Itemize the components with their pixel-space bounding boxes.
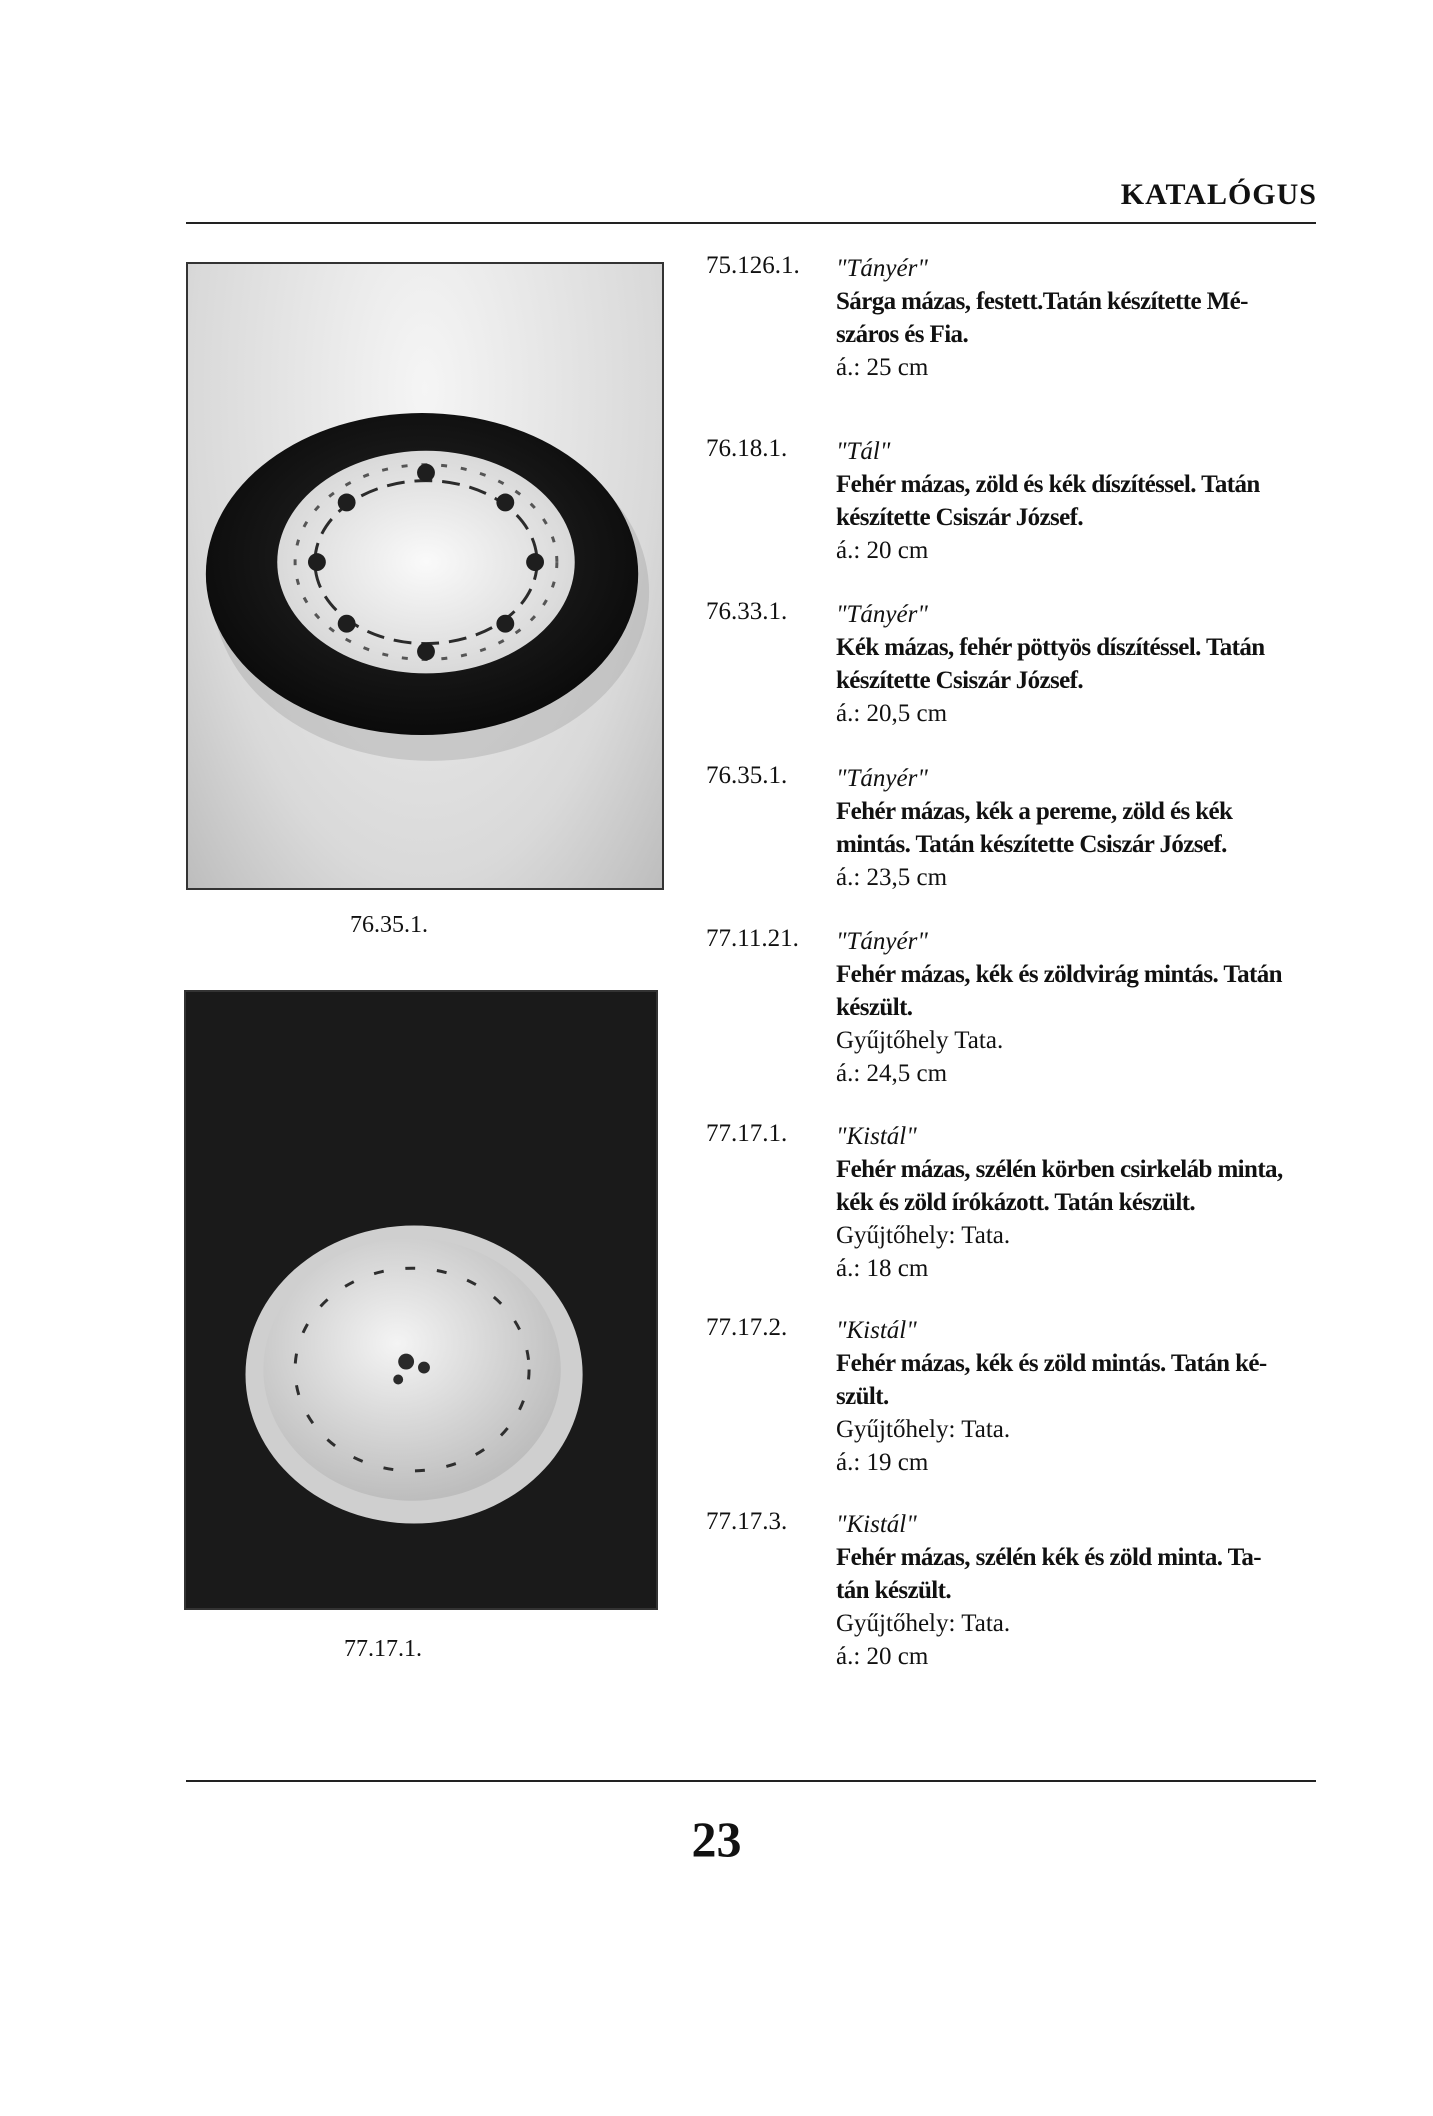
entry-desc-line: készült. [836, 994, 913, 1021]
entry-size: á.: 20 cm [836, 537, 929, 564]
entry-location: Gyűjtőhely Tata. [836, 1027, 1004, 1054]
entry-number: 77.11.21. [706, 925, 799, 952]
entry-desc-line: tán készült. [836, 1577, 952, 1604]
entry-location: Gyűjtőhely: Tata. [836, 1610, 1011, 1637]
entry-number: 77.17.2. [706, 1314, 788, 1341]
entry-size: á.: 25 cm [836, 354, 929, 381]
plate-image [188, 264, 662, 888]
entry-size: á.: 20,5 cm [836, 700, 948, 727]
bowl-inner [263, 1238, 560, 1500]
entry-size: á.: 24,5 cm [836, 1060, 948, 1087]
bowl-image [186, 992, 656, 1608]
entry-location: Gyűjtőhely: Tata. [836, 1222, 1011, 1249]
entry-size: á.: 18 cm [836, 1255, 929, 1282]
entry-desc-line: szült. [836, 1383, 889, 1410]
entry-title: "Tányér" [836, 928, 928, 955]
entry-number: 77.17.1. [706, 1120, 788, 1147]
entry-desc-line: készítette Csiszár József. [836, 504, 1084, 531]
entry-size: á.: 20 cm [836, 1643, 929, 1670]
header-title: KATALÓGUS [1120, 178, 1317, 211]
entry-size: á.: 23,5 cm [836, 864, 948, 891]
entry-desc-line: Kék mázas, fehér pöttyös díszítéssel. Tatán [836, 634, 1265, 661]
entry-title: "Tányér" [836, 255, 928, 282]
photo-bowl-77-17-1 [184, 990, 658, 1610]
entry-desc-line: Fehér mázas, szélén körben csirkeláb minta, [836, 1156, 1283, 1183]
entry-desc-line: Fehér mázas, kék és zöld mintás. Tatán ké- [836, 1350, 1267, 1377]
entry-number: 75.126.1. [706, 252, 800, 279]
entry-location: Gyűjtőhely: Tata. [836, 1416, 1011, 1443]
entry-desc-line: mintás. Tatán készítette Csiszár József. [836, 831, 1227, 858]
entry-desc-line: száros és Fia. [836, 321, 969, 348]
entry-title: "Tányér" [836, 601, 928, 628]
entry-desc-line: Sárga mázas, festett.Tatán készítette Mé- [836, 288, 1248, 315]
entry-size: á.: 19 cm [836, 1449, 929, 1476]
entry-title: "Kistál" [836, 1123, 917, 1150]
bottom-rule [186, 1780, 1316, 1782]
top-rule [186, 222, 1316, 224]
entry-number: 76.35.1. [706, 762, 788, 789]
entry-title: "Kistál" [836, 1511, 917, 1538]
entry-desc-line: Fehér mázas, kék a pereme, zöld és kék [836, 798, 1233, 825]
photo-plate-76-35-1 [186, 262, 664, 890]
entry-number: 76.18.1. [706, 435, 788, 462]
entry-number: 77.17.3. [706, 1508, 788, 1535]
entry-title: "Kistál" [836, 1317, 917, 1344]
photo-1-caption: 76.35.1. [350, 912, 428, 938]
photo-2-caption: 77.17.1. [344, 1636, 422, 1662]
entry-title: "Tányér" [836, 765, 928, 792]
page-number: 23 [691, 1811, 742, 1867]
entry-desc-line: készítette Csiszár József. [836, 667, 1084, 694]
entry-desc-line: Fehér mázas, szélén kék és zöld minta. Ta- [836, 1544, 1262, 1571]
entry-desc-line: Fehér mázas, zöld és kék díszítéssel. Tatán [836, 471, 1260, 498]
entry-number: 76.33.1. [706, 598, 788, 625]
entry-desc-line: Fehér mázas, kék és zöldvirág mintás. Tatán [836, 961, 1282, 988]
entry-desc-line: kék és zöld írókázott. Tatán készült. [836, 1189, 1196, 1216]
entry-title: "Tál" [836, 438, 891, 465]
